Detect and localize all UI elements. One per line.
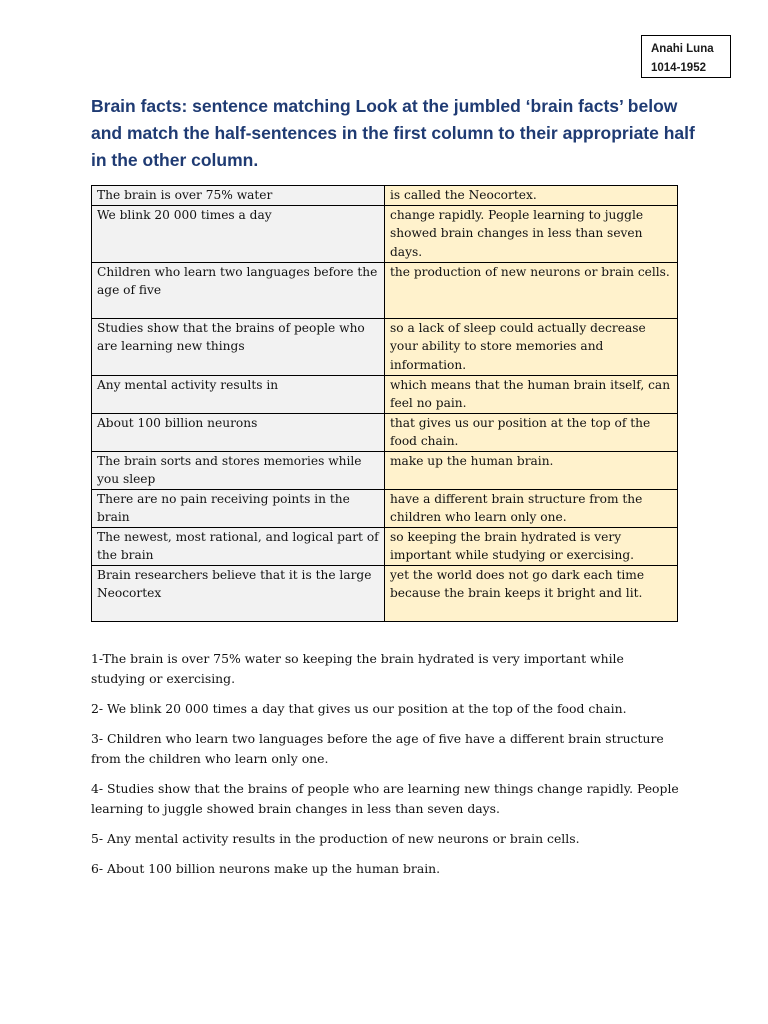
first-half-cell: We blink 20 000 times a day — [92, 205, 385, 262]
table-row — [92, 318, 678, 375]
first-half-cell: Studies show that the brains of people who are learning new things — [92, 318, 385, 375]
answer-item: 5- Any mental activity results in the production of new neurons or brain cells. — [91, 831, 580, 846]
table-row — [92, 451, 678, 489]
table-row — [92, 565, 678, 621]
answers-list — [91, 649, 681, 889]
second-half-cell: so keeping the brain hydrated is very important while studying or exercising. — [385, 527, 678, 565]
student-info-box — [641, 35, 731, 78]
second-half-cell: change rapidly. People learning to juggle showed brain changes in less than seven days. — [385, 205, 678, 262]
table-row — [92, 262, 678, 318]
second-half-cell: is called the Neocortex. — [385, 186, 678, 206]
second-half-cell: yet the world does not go dark each time because the brain keeps it bright and lit. — [385, 565, 678, 621]
answer-item: 6- About 100 billion neurons make up the human brain. — [91, 861, 441, 876]
student-id: 1014-1952 — [651, 62, 706, 74]
table-row — [92, 375, 678, 413]
page-title: Brain facts: sentence matching Look at the jumbled ‘brain facts’ below and match the half-sentences in the first column to their appropriate half in the other column. — [91, 96, 695, 170]
first-half-cell: Any mental activity results in — [92, 375, 385, 413]
second-half-cell: the production of new neurons or brain cells. — [385, 262, 678, 318]
first-half-cell: Brain researchers believe that it is the large Neocortex — [92, 565, 385, 621]
table-row — [92, 186, 678, 206]
first-half-cell: The brain sorts and stores memories while you sleep — [92, 451, 385, 489]
first-half-cell: The newest, most rational, and logical part of the brain — [92, 527, 385, 565]
table-row — [92, 413, 678, 451]
first-half-cell: There are no pain receiving points in the brain — [92, 489, 385, 527]
student-name: Anahi Luna — [651, 43, 714, 55]
answer-item: 3- Children who learn two languages before the age of five have a different brain structure from the children who learn only one. — [91, 731, 664, 766]
second-half-cell: which means that the human brain itself, can feel no pain. — [385, 375, 678, 413]
second-half-cell: that gives us our position at the top of the food chain. — [385, 413, 678, 451]
table-row — [92, 205, 678, 262]
answer-item: 2- We blink 20 000 times a day that gives us our position at the top of the food chain. — [91, 701, 627, 716]
first-half-cell: The brain is over 75% water — [92, 186, 385, 206]
second-half-cell: so a lack of sleep could actually decrease your ability to store memories and information. — [385, 318, 678, 375]
table-row — [92, 527, 678, 565]
second-half-cell: have a different brain structure from the children who learn only one. — [385, 489, 678, 527]
answer-item: 4- Studies show that the brains of people who are learning new things change rapidly. People learning to juggle showed brain changes in less than seven days. — [91, 781, 679, 816]
answer-item: 1-The brain is over 75% water so keeping the brain hydrated is very important while studying or exercising. — [91, 651, 624, 686]
sentence-matching-table — [91, 185, 678, 622]
first-half-cell: About 100 billion neurons — [92, 413, 385, 451]
table-row — [92, 489, 678, 527]
first-half-cell: Children who learn two languages before the age of five — [92, 262, 385, 318]
second-half-cell: make up the human brain. — [385, 451, 678, 489]
